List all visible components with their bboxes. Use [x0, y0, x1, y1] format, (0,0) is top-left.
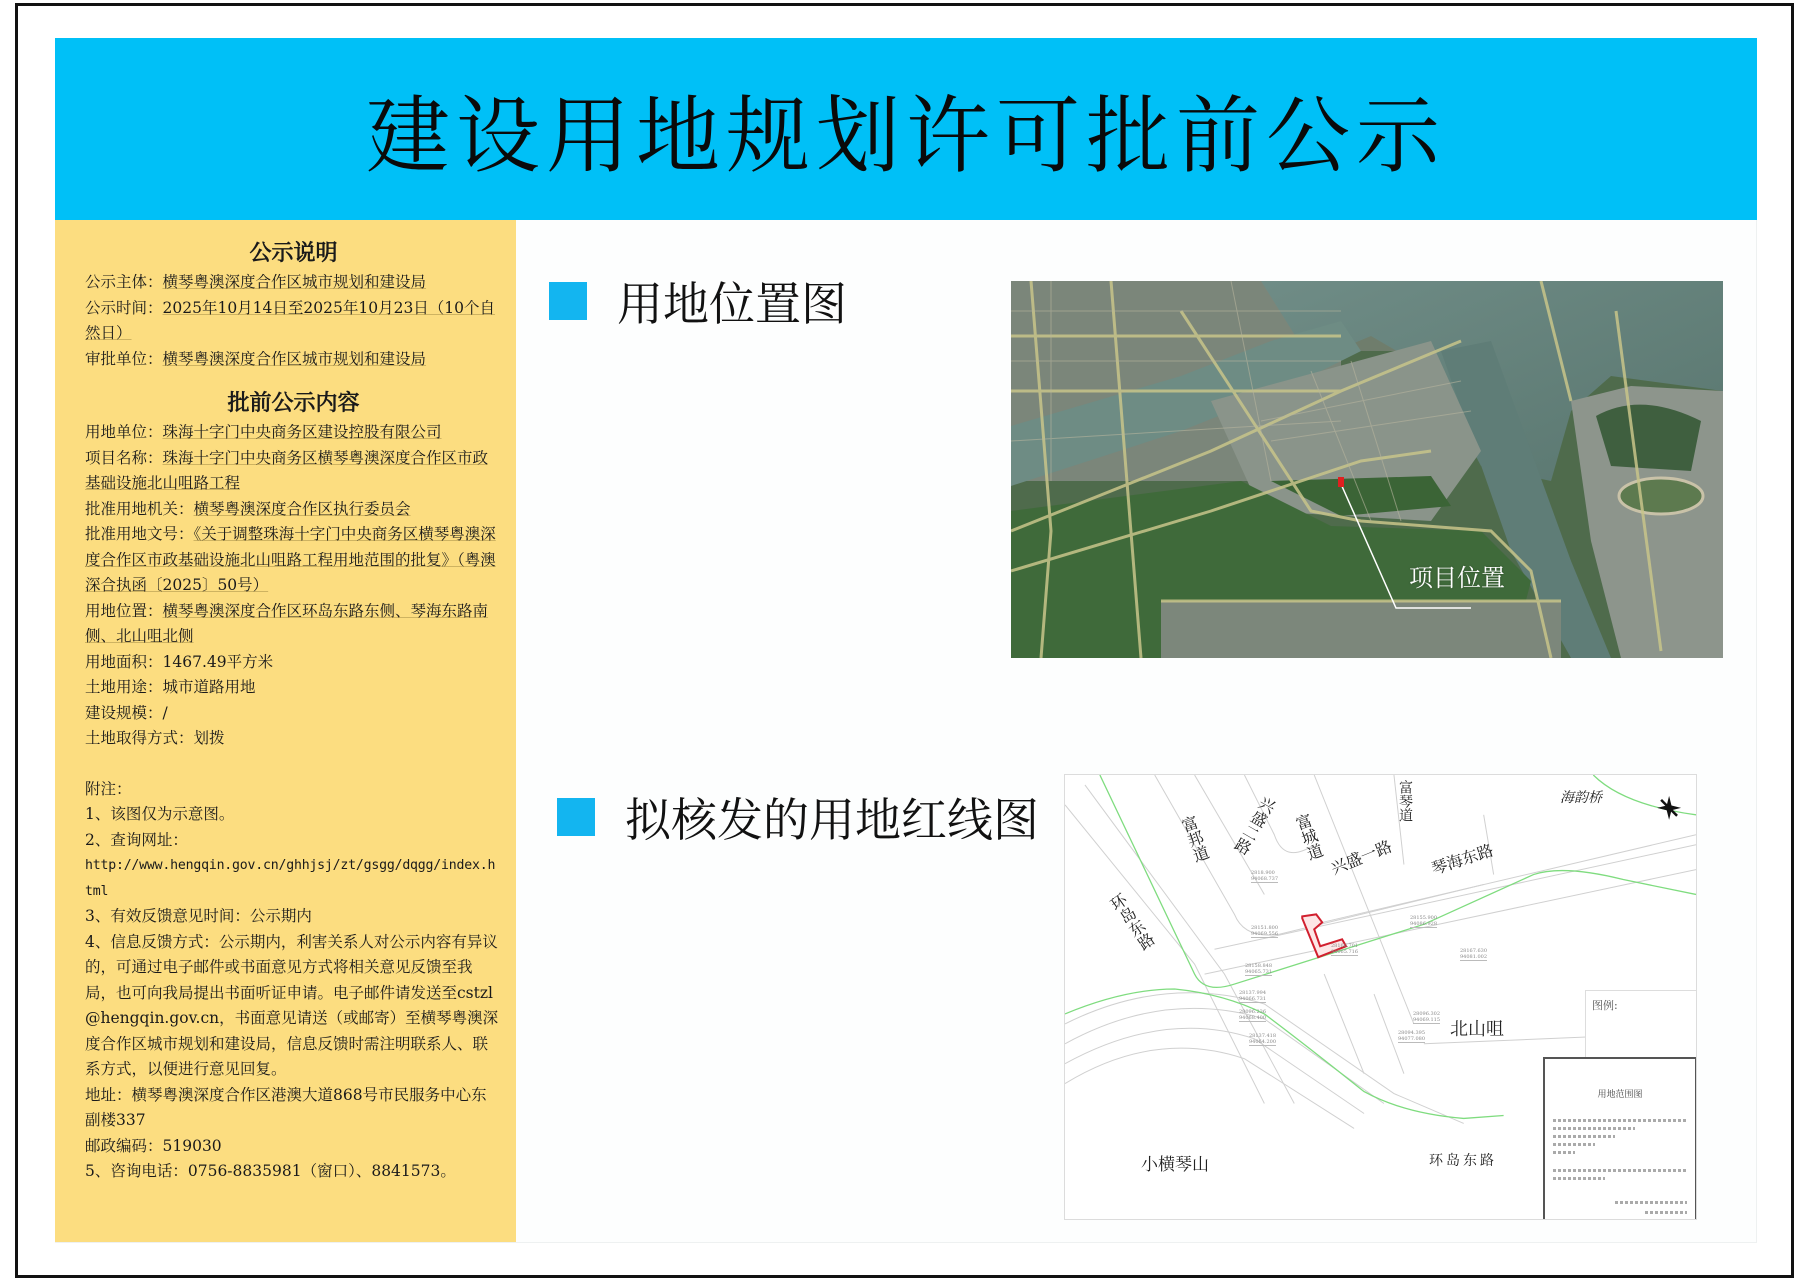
note-item-5: 5、咨询电话：0756-8835981（窗口）、8841573。 — [85, 1162, 456, 1180]
info-row-approval-doc: 批准用地文号：《关于调整珠海十字门中央商务区横琴粤澳深度合作区市政基础设施北山咀路工程用地范围的批复》（粤澳深合执函〔2025〕50号） — [85, 525, 496, 594]
info-row-approval-authority: 批准用地机关：横琴粤澳深度合作区执行委员会 — [85, 499, 411, 518]
info-row-location: 用地位置：横琴粤澳深度合作区环岛东路东侧、琴海东路南侧、北山咀北侧 — [85, 601, 489, 645]
satellite-location-map — [1011, 281, 1723, 658]
north-arrow-icon — [1657, 796, 1681, 820]
info-row-land-unit: 用地单位：珠海十字门中央商务区建设控股有限公司 — [85, 423, 442, 441]
notes-heading: 附注： — [85, 779, 132, 798]
info-row-project-name: 项目名称：珠海十字门中央商务区横琴粤澳深度合作区市政基础设施北山咀路工程 — [85, 448, 489, 492]
note-item-1: 1、该图仅为示意图。 — [85, 805, 235, 823]
note-address: 地址：横琴粤澳深度合作区港澳大道868号市民服务中心东副楼337 — [85, 1085, 487, 1129]
location-map-heading: 用地位置图 — [549, 268, 847, 334]
note-item-2: 2、查询网址： — [85, 830, 188, 849]
map-legend: 图例: — [1585, 990, 1697, 1102]
info-row-scale: 建设规模：/ — [85, 703, 168, 722]
page-title: 建设用地规划许可批前公示 — [365, 86, 1446, 185]
info-row-subject: 公示主体：横琴粤澳深度合作区城市规划和建设局 — [85, 273, 427, 291]
info-row-period: 公示时间：2025年10月14日至2025年10月23日（10个自然日） — [85, 298, 496, 342]
header-banner — [55, 38, 1757, 220]
redline-land-map: 2818.900 94068.737 28151.800 94069.556 28155.900 94086.928 28166.701 94065.716 28167.630 94081.002 28158.848 94065.731 28137.994 94066.731 28096.236 94068.400 28096.302 94069.115 28137.418 94064.200 28094.395 94077.080 环岛东路 富邦道 兴盛二路 富城道 兴盛一路 富琴道 琴海东路 海韵桥 北山咀 小横琴山 环岛东路 图例: 用地范围图 — [1064, 774, 1697, 1220]
info-panel — [55, 220, 516, 1242]
note-item-3: 3、有效反馈意见时间：公示期内 — [85, 907, 312, 925]
info-row-approver: 审批单位：横琴粤澳深度合作区城市规划和建设局 — [85, 349, 427, 368]
note-postcode: 邮政编码：519030 — [85, 1136, 222, 1155]
satellite-imagery — [1011, 281, 1723, 658]
land-scope-table: 用地范围图 — [1543, 1057, 1697, 1220]
section-heading-content: 批前公示内容 — [227, 391, 360, 416]
note-item-4: 4、信息反馈方式：公示期内，利害关系人对公示内容有异议的，可通过电子邮件或书面意见方式将相关意见反馈至我局，也可向我局提出书面听证申请。电子邮件请发送至cstzl@hengqin.gov.cn，书面意见请送（或邮寄）至横琴粤澳深度合作区城市规划和建设局，信息反馈时需注明联系人、联系方式，以便进行意见回复。 — [85, 932, 499, 1078]
section-heading-notice: 公示说明 — [249, 241, 338, 266]
query-url-link[interactable]: http://www.hengqin.gov.cn/ghhjsj/zt/gsgg/dqgg/index.html — [85, 858, 496, 899]
info-row-area: 用地面积：1467.49平方米 — [85, 652, 274, 671]
bullet-square-icon — [549, 282, 587, 320]
info-row-acquisition: 土地取得方式：划拨 — [85, 729, 225, 747]
project-location-label: 项目位置 — [1409, 564, 1505, 592]
bullet-square-icon — [557, 798, 595, 836]
redline-map-heading: 拟核发的用地红线图 — [557, 784, 1039, 850]
info-row-land-use: 土地用途：城市道路用地 — [85, 678, 256, 696]
